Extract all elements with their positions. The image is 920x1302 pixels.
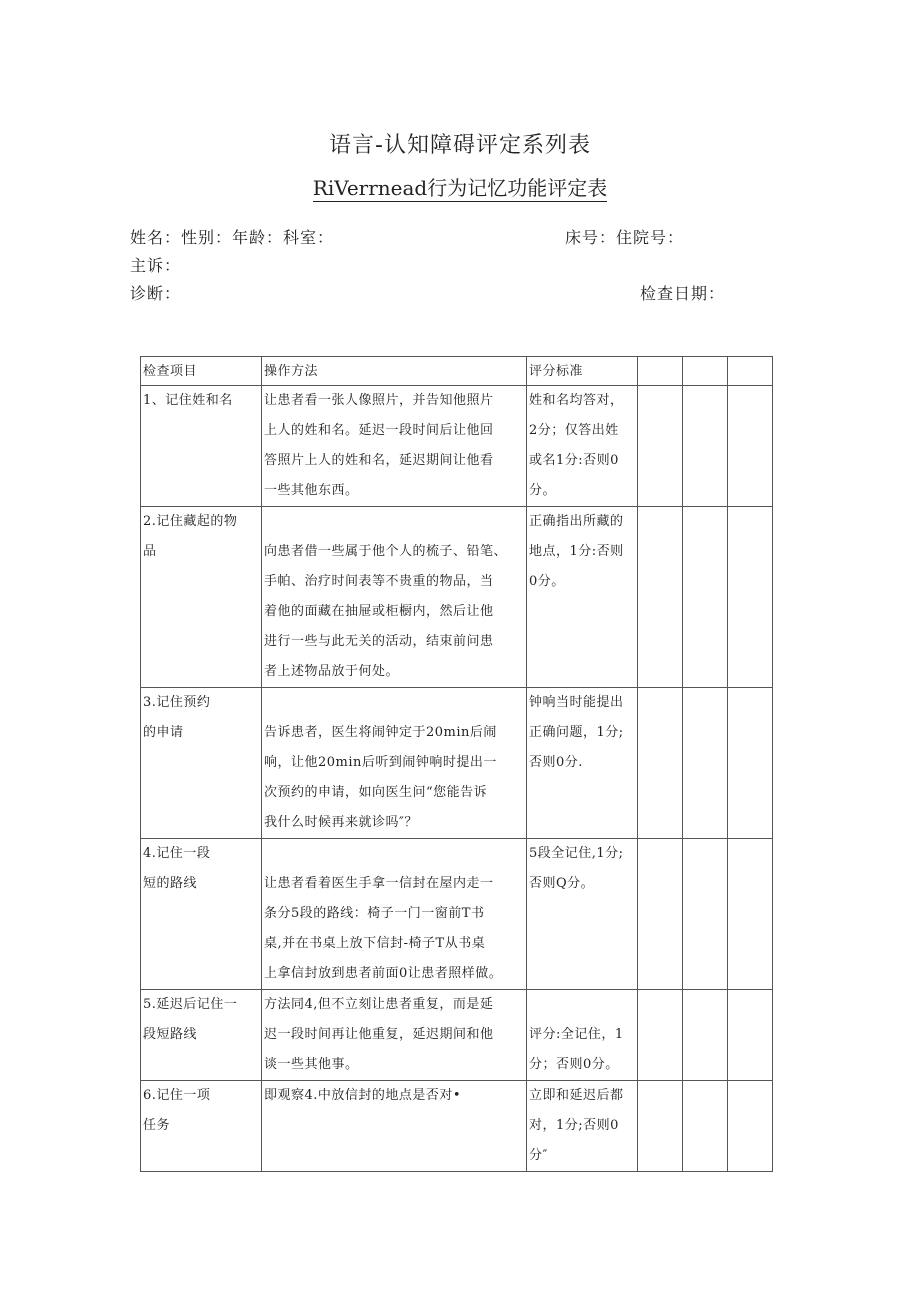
cell-blank-score	[638, 1081, 683, 1172]
cell-blank-score	[638, 507, 683, 688]
method-line: 着他的面藏在抽屉或柜橱内，然后让他	[264, 604, 494, 619]
score-line	[529, 990, 635, 1020]
cell-blank-score	[728, 507, 773, 688]
cell-blank-score	[728, 688, 773, 839]
method-line: 者上述物品放于何处。	[264, 664, 400, 679]
table-row	[141, 839, 773, 990]
patient-info-line1: 姓名：性别：年龄：科室：	[130, 228, 335, 247]
method-line: 迟一段时间再让他重复，延迟期间和他	[264, 1027, 494, 1042]
score-line: 地点，1分:否则	[529, 544, 624, 559]
table-row	[141, 688, 773, 839]
score-line: 2分；仅答出姓	[529, 423, 619, 438]
cell-blank-score	[683, 507, 728, 688]
cell-score	[527, 839, 638, 990]
method-line	[264, 839, 524, 869]
score-line: 正确问题，1分;	[529, 725, 624, 740]
score-line: 分。	[529, 483, 557, 498]
cell-score	[527, 507, 638, 688]
cell-blank-score	[638, 990, 683, 1081]
method-line: 响，让他20min后听到闹钟响时提出一	[264, 755, 497, 770]
header-score: 评分标准	[527, 357, 638, 386]
method-line: 我什么时候再来就诊吗″？	[264, 815, 418, 830]
item-line: 1、记住姓和名	[143, 393, 233, 408]
method-line: 上拿信封放到患者前面0让患者照样做。	[264, 966, 503, 981]
table-row	[141, 1081, 773, 1172]
header-blank-3	[728, 357, 773, 386]
cell-method	[262, 386, 527, 507]
score-line: 否则Q分。	[529, 876, 595, 891]
item-line: 5.延迟后记住一	[143, 997, 238, 1012]
score-line: 0分。	[529, 574, 565, 589]
method-line: 让患者看一张人像照片，并告知他照片	[264, 393, 494, 408]
method-line	[264, 507, 524, 537]
table-row	[141, 507, 773, 688]
item-line: 2.记住藏起的物	[143, 514, 238, 529]
method-line: 谈一些其他事。	[264, 1057, 359, 1072]
score-line: 评分:全记住，1	[529, 1027, 624, 1042]
item-line: 6.记住一项	[143, 1088, 211, 1103]
form-subtitle	[0, 172, 920, 201]
method-line: 上人的姓和名。延迟一段时间后让他回	[264, 423, 494, 438]
bed-admission-fields: 床号：住院号：	[565, 228, 685, 247]
cell-score	[527, 688, 638, 839]
method-line: 告诉患者，医生将闹钟定于20min后闹	[264, 725, 497, 740]
method-line: 进行一些与此无关的活动，结束前问患	[264, 634, 494, 649]
method-line: 即观察4.中放信封的地点是否对•	[264, 1088, 462, 1103]
score-line: 对，1分;否则0	[529, 1118, 619, 1133]
diagnosis-field: 诊断：	[130, 284, 182, 303]
score-line: 5段全记住,1分;	[529, 846, 624, 861]
item-line: 短的路线	[143, 876, 198, 891]
cell-blank-score	[638, 688, 683, 839]
method-line: 向患者借一些属于他个人的梳子、铅笔、	[264, 544, 508, 559]
method-line: 方法同4,但不立刻让患者重复，而是延	[264, 997, 494, 1012]
method-line: 次预约的申请，如向医生问“您能告诉	[264, 785, 488, 800]
item-line: 任务	[143, 1118, 171, 1133]
cell-method	[262, 507, 527, 688]
method-line: 一些其他东西。	[264, 483, 359, 498]
cell-blank-score	[728, 839, 773, 990]
cell-blank-score	[728, 386, 773, 507]
cell-method	[262, 990, 527, 1081]
header-method: 操作方法	[262, 357, 527, 386]
cell-method	[262, 839, 527, 990]
cell-method	[262, 1081, 527, 1172]
cell-blank-score	[728, 1081, 773, 1172]
method-line	[264, 688, 524, 718]
cell-item	[141, 688, 262, 839]
assessment-table	[140, 356, 773, 1172]
table-header-row	[141, 357, 773, 386]
cell-blank-score	[683, 990, 728, 1081]
cell-item	[141, 507, 262, 688]
table-row	[141, 990, 773, 1081]
score-line: 立即和延迟后都	[529, 1088, 624, 1103]
method-line: 条分5段的路线：椅子一门一窗前T书	[264, 906, 485, 921]
cell-item	[141, 990, 262, 1081]
cell-item	[141, 386, 262, 507]
header-blank-1	[638, 357, 683, 386]
score-line: 钟响当时能提出	[529, 695, 624, 710]
header-item: 检查项目	[141, 357, 262, 386]
item-line: 品	[143, 544, 157, 559]
score-line: 分；否则0分。	[529, 1057, 619, 1072]
cell-blank-score	[683, 386, 728, 507]
table-row	[141, 386, 773, 507]
cell-item	[141, 839, 262, 990]
method-line: 让患者看着医生手拿一信封在屋内走一	[264, 876, 494, 891]
cell-score	[527, 1081, 638, 1172]
cell-blank-score	[638, 839, 683, 990]
item-line: 的申请	[143, 725, 184, 740]
chief-complaint-field: 主诉：	[130, 256, 182, 275]
header-blank-2	[683, 357, 728, 386]
cell-blank-score	[638, 386, 683, 507]
cell-blank-score	[728, 990, 773, 1081]
subtitle-text: RiVerrnead行为记忆功能评定表	[312, 176, 608, 200]
cell-score	[527, 386, 638, 507]
cell-item	[141, 1081, 262, 1172]
cell-method	[262, 688, 527, 839]
item-line: 3.记住预约	[143, 695, 211, 710]
score-line: 正确指出所藏的	[529, 514, 624, 529]
form-title: 语言-认知障碍评定系列表	[329, 133, 591, 158]
score-line: 分″	[529, 1148, 548, 1163]
method-line: 桌,并在书桌上放下信封-椅子T从书桌	[264, 936, 486, 951]
cell-score	[527, 990, 638, 1081]
method-line: 手帕、治疗时间表等不贵重的物品，当	[264, 574, 494, 589]
score-line: 否则0分.	[529, 755, 583, 770]
method-line: 答照片上人的姓和名，延迟期间让他看	[264, 453, 494, 468]
cell-blank-score	[683, 1081, 728, 1172]
item-line: 4.记住一段	[143, 846, 211, 861]
score-line: 或名1分:否则0	[529, 453, 619, 468]
score-line: 姓和名均答对，	[529, 393, 624, 408]
cell-blank-score	[683, 839, 728, 990]
cell-blank-score	[683, 688, 728, 839]
item-line: 段短路线	[143, 1027, 198, 1042]
exam-date-field: 检查日期：	[640, 284, 726, 303]
